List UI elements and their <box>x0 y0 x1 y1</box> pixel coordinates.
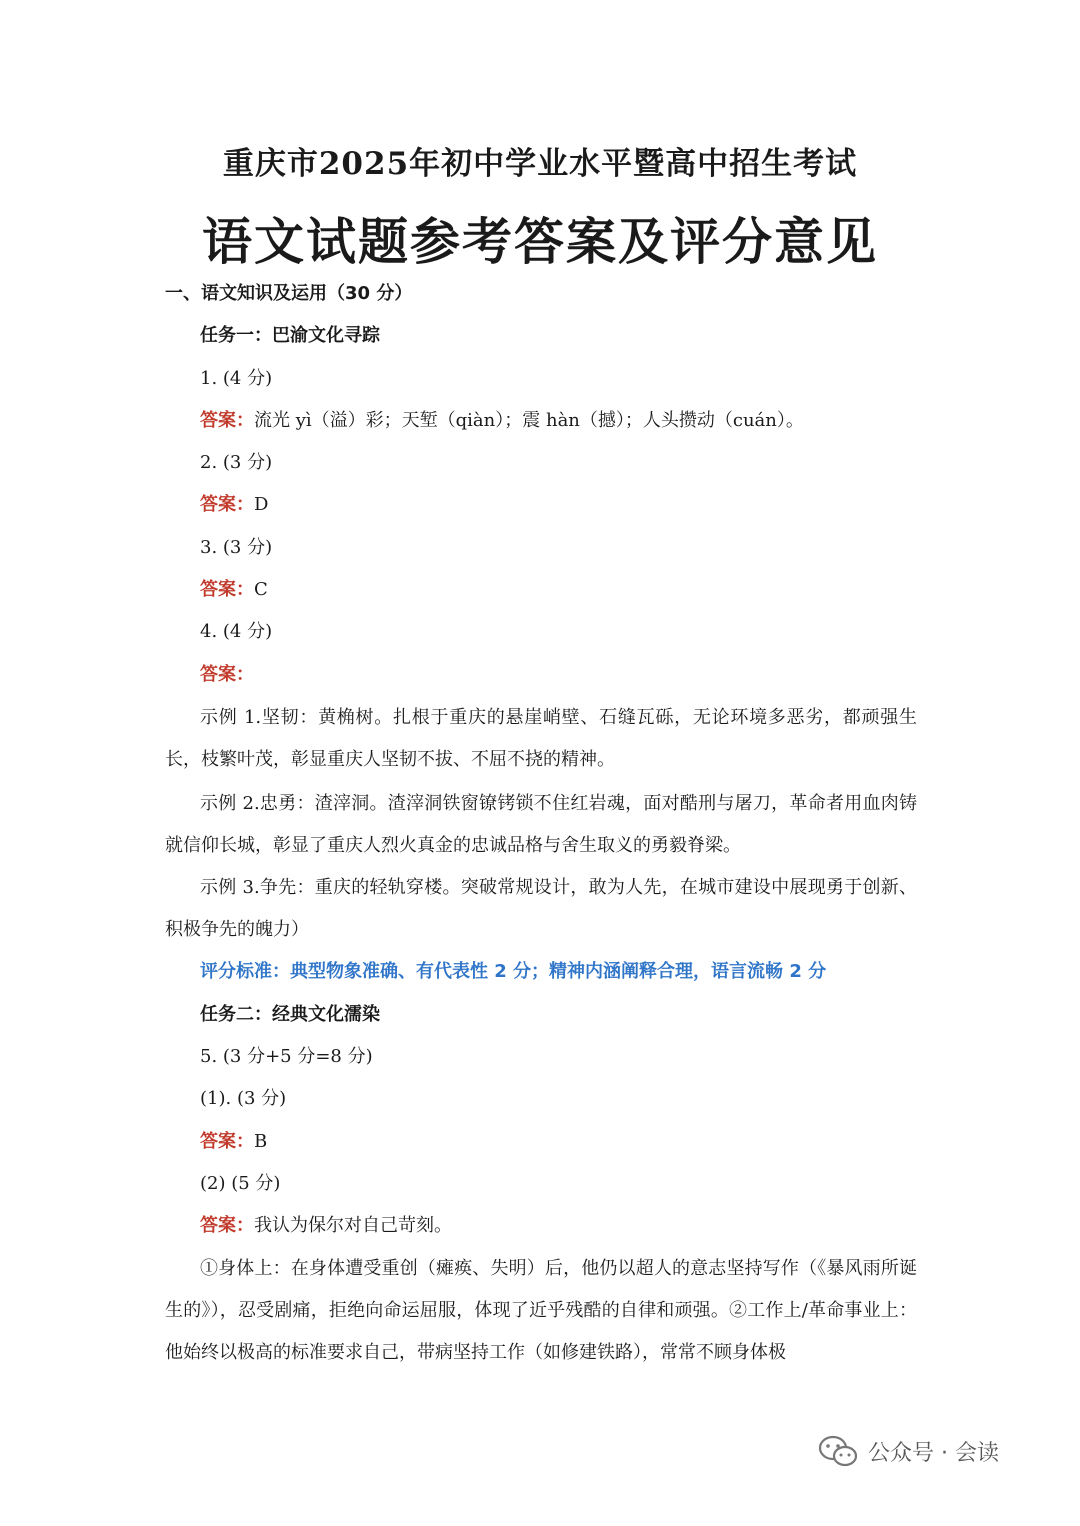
answer-label: 答案： <box>200 664 254 685</box>
example-1: 示例 1.坚韧：黄桷树。扎根于重庆的悬崖峭壁、石缝瓦砾，无论环境多恶劣，都顽强生长，枝繁叶茂，彰显重庆人坚韧不拔、不屈不挠的精神。 <box>165 707 917 770</box>
answer-text: C <box>254 579 268 600</box>
answer-1 <box>200 409 804 433</box>
answer-4 <box>200 663 254 687</box>
document-title: 语文试题参考答案及评分意见 <box>202 212 878 271</box>
answer-text: D <box>254 494 269 515</box>
exam-title: 重庆市2025年初中学业水平暨高中招生考试 <box>222 146 858 182</box>
answer-label: 答案： <box>200 579 254 600</box>
question-4: 4. (4 分) <box>200 621 273 642</box>
example-3: 示例 3.争先：重庆的轻轨穿楼。突破常规设计，敢为人先，在城市建设中展现勇于创新、积极争先的魄力） <box>165 877 917 940</box>
answer-text: B <box>254 1131 268 1152</box>
question-5-2: (2) (5 分) <box>200 1173 281 1194</box>
answer-5-1 <box>200 1130 267 1154</box>
section-heading: 一、语文知识及运用（30 分） <box>165 283 413 304</box>
answer-5-2 <box>200 1214 452 1238</box>
watermark-text: 公众号 · 会读 <box>868 1440 999 1466</box>
example-2: 示例 2.忠勇：渣滓洞。渣滓洞铁窗镣铐锁不住红岩魂，面对酷刑与屠刀，革命者用血肉铸就信仰长城，彰显了重庆人烈火真金的忠诚品格与舍生取义的勇毅脊梁。 <box>165 793 917 856</box>
question-2: 2. (3 分) <box>200 452 273 473</box>
answer-label: 答案： <box>200 1131 254 1152</box>
watermark <box>818 1434 999 1468</box>
answer-text: 流光 yì（溢）彩；天堑（qiàn）；震 hàn（撼）；人头攒动（cuán）。 <box>254 410 804 431</box>
answer-2 <box>200 493 268 517</box>
answer-text: 我认为保尔对自己苛刻。 <box>254 1215 452 1236</box>
question-3: 3. (3 分) <box>200 537 273 558</box>
question-1: 1. (4 分) <box>200 368 273 389</box>
answer-5-2-detail: ①身体上：在身体遭受重创（瘫痪、失明）后，他仍以超人的意志坚持写作（《暴风雨所诞生的》），忍受剧痛，拒绝向命运屈服，体现了近乎残酷的自律和顽强。②工作上/革命事业上：他始终以极高的标准要求自己，带病坚持工作（如修建铁路），常常不顾身体极 <box>165 1258 917 1363</box>
answer-label: 答案： <box>200 494 254 515</box>
question-5-1: (1). (3 分) <box>200 1088 287 1109</box>
task1-heading: 任务一：巴渝文化寻踪 <box>200 325 380 346</box>
answer-label: 答案： <box>200 1215 254 1236</box>
answer-label: 答案： <box>200 410 254 431</box>
question-5: 5. (3 分+5 分=8 分) <box>200 1046 373 1067</box>
task2-heading: 任务二：经典文化濡染 <box>200 1004 380 1025</box>
answer-3 <box>200 578 268 602</box>
scoring-criteria: 评分标准：典型物象准确、有代表性 2 分；精神内涵阐释合理，语言流畅 2 分 <box>200 961 827 982</box>
wechat-icon <box>818 1434 858 1468</box>
